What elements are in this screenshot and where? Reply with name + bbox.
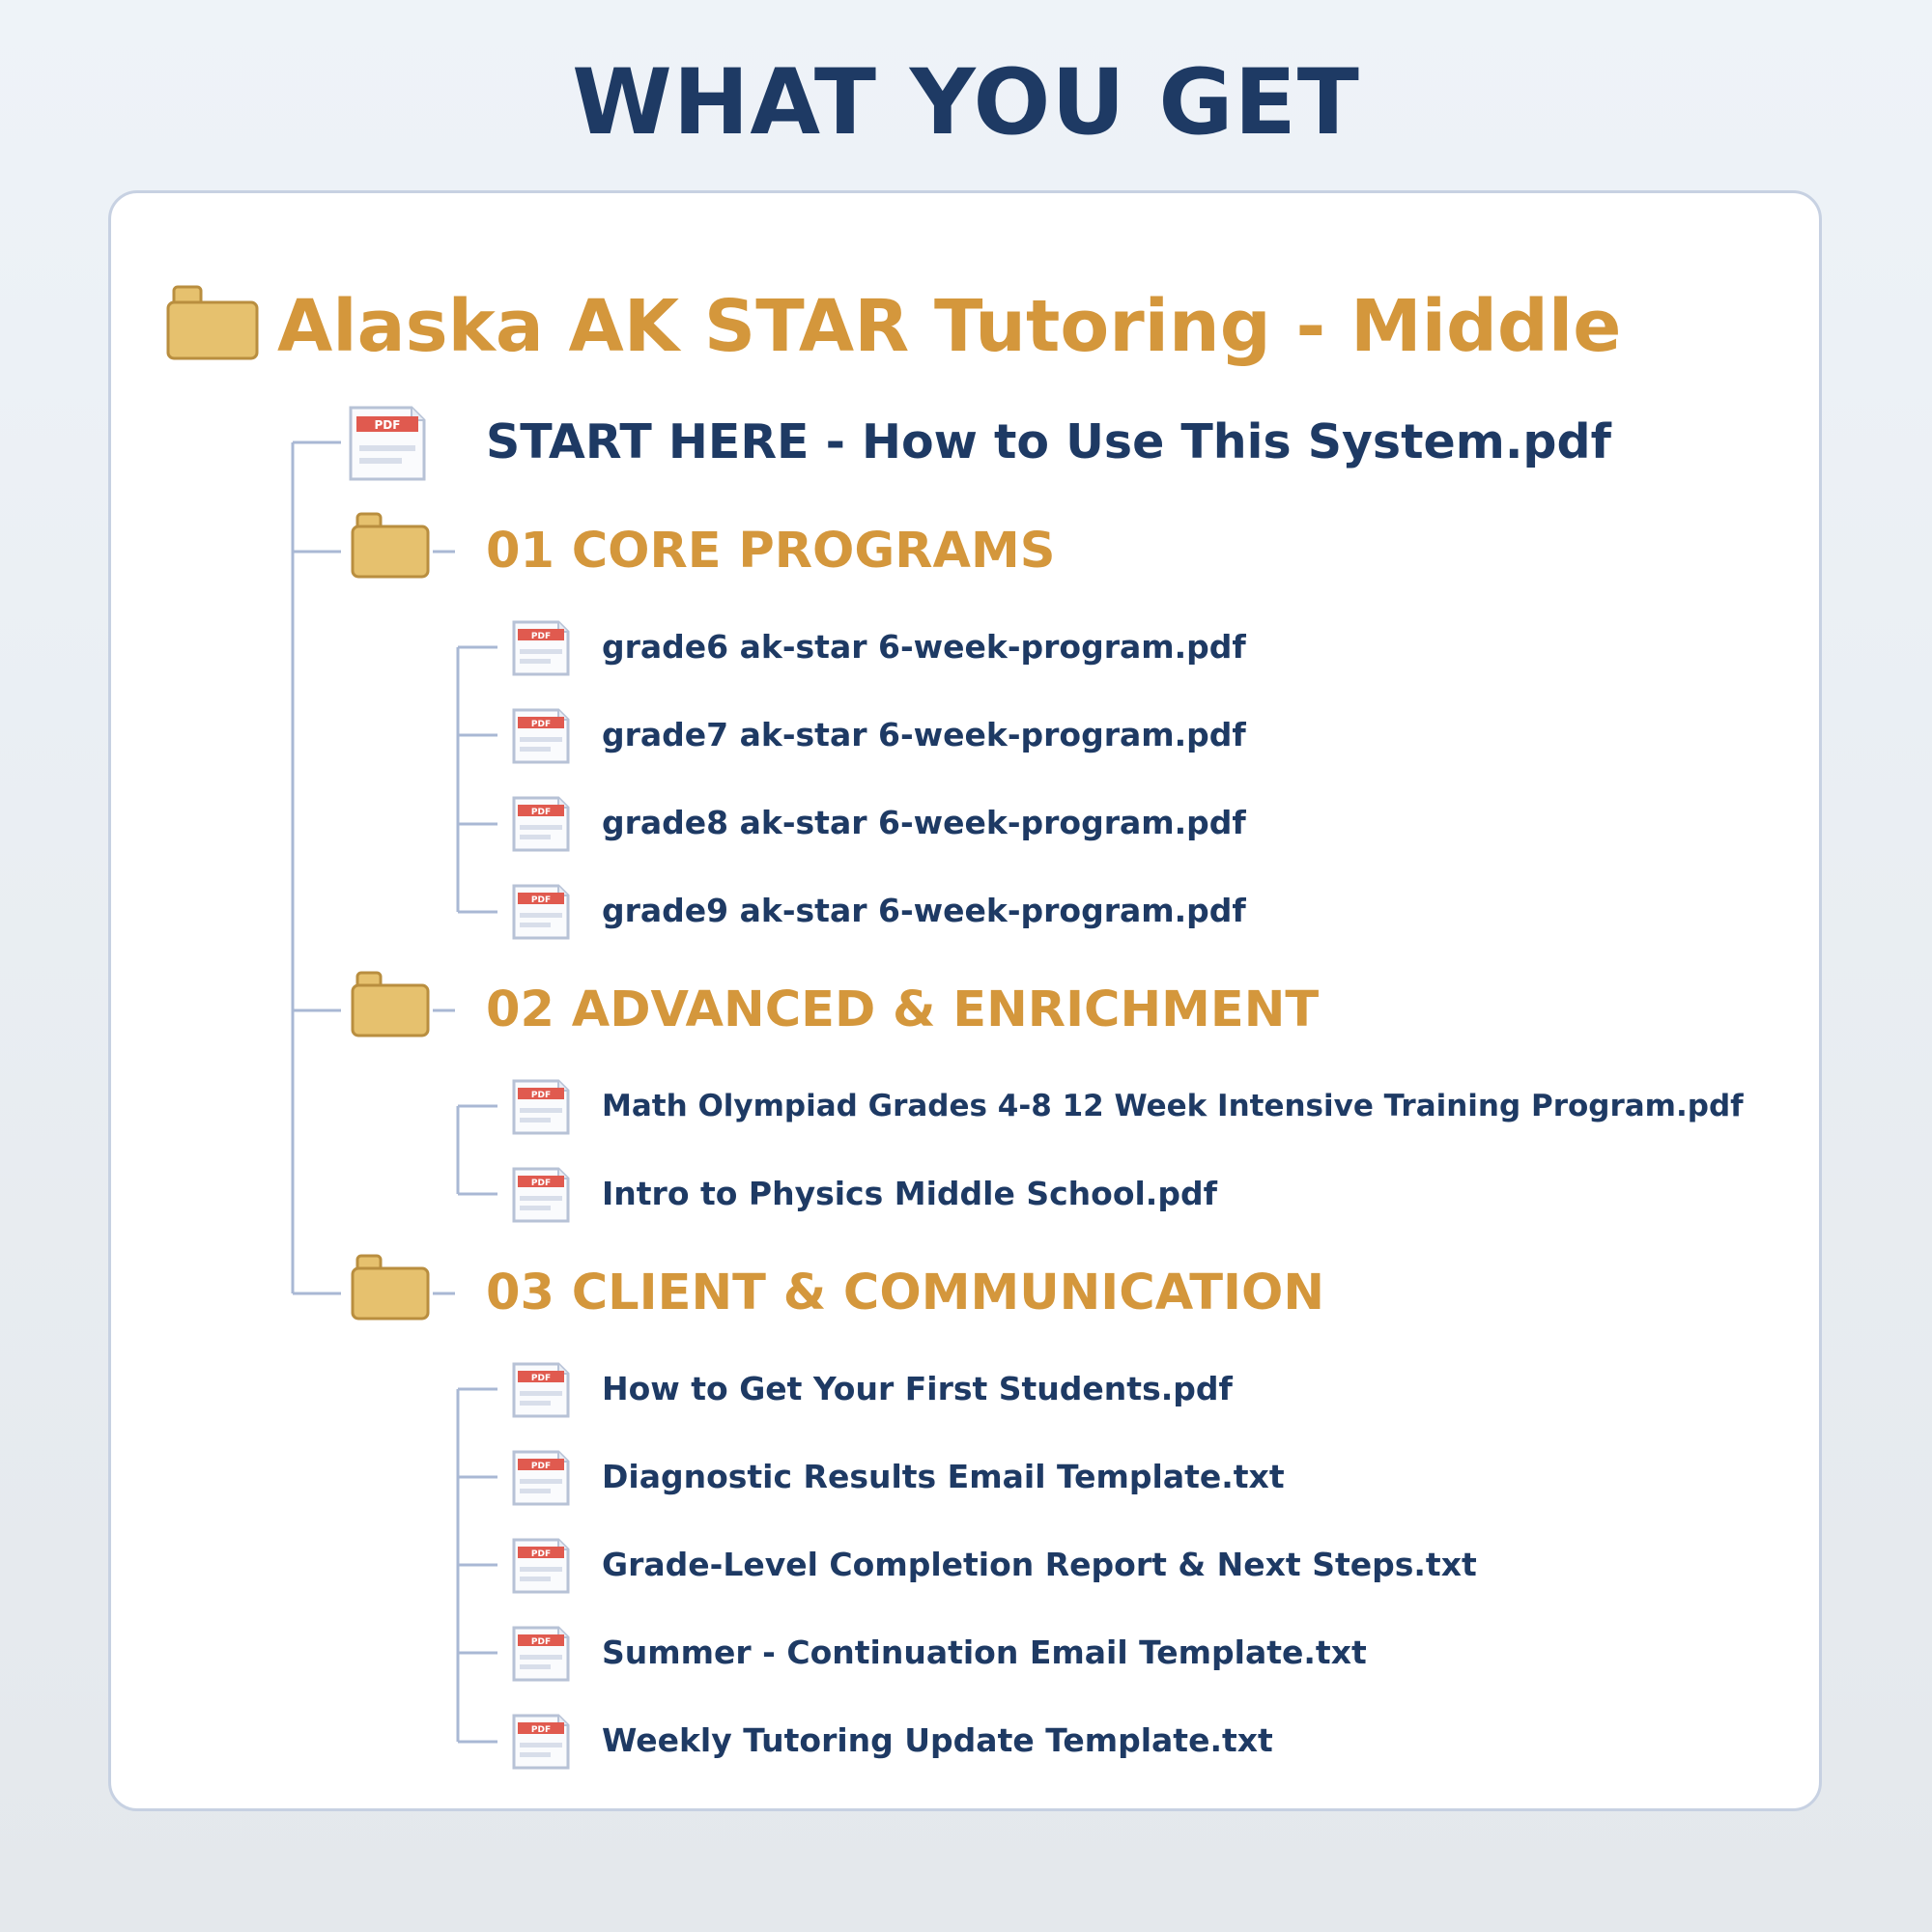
pdf-badge: PDF — [530, 895, 552, 905]
file-label: Weekly Tutoring Update Template.txt — [602, 1721, 1273, 1759]
pdf-file-icon — [511, 1713, 571, 1771]
pdf-badge: PDF — [374, 418, 401, 432]
pdf-file-icon — [511, 1361, 571, 1419]
file-label: grade8 ak-star 6-week-program.pdf — [602, 804, 1246, 841]
folder-icon — [351, 1254, 430, 1321]
page-title: WHAT YOU GET — [572, 50, 1360, 156]
pdf-badge: PDF — [530, 1549, 552, 1559]
pdf-file-icon — [348, 405, 427, 482]
folder-icon — [351, 971, 430, 1038]
pdf-badge: PDF — [530, 1637, 552, 1647]
pdf-file-icon — [511, 1625, 571, 1683]
file-label: grade6 ak-star 6-week-program.pdf — [602, 628, 1246, 666]
folder-label-03: 03 CLIENT & COMMUNICATION — [486, 1264, 1325, 1321]
pdf-file-icon — [511, 795, 571, 853]
folder-icon — [166, 285, 259, 362]
pdf-badge: PDF — [530, 808, 552, 817]
pdf-file-icon — [511, 1537, 571, 1595]
file-label: grade9 ak-star 6-week-program.pdf — [602, 892, 1246, 929]
file-label: Intro to Physics Middle School.pdf — [602, 1175, 1217, 1212]
pdf-badge: PDF — [530, 1091, 552, 1100]
pdf-badge: PDF — [530, 1374, 552, 1383]
file-label: grade7 ak-star 6-week-program.pdf — [602, 716, 1246, 753]
pdf-file-icon — [511, 883, 571, 941]
file-label: Summer - Continuation Email Template.txt — [602, 1634, 1367, 1671]
pdf-badge: PDF — [530, 720, 552, 729]
pdf-file-icon — [511, 1078, 571, 1136]
folder-icon — [351, 512, 430, 580]
pdf-file-icon — [511, 1449, 571, 1507]
pdf-file-icon — [511, 619, 571, 677]
pdf-file-icon — [511, 1166, 571, 1224]
root-folder-label: Alaska AK STAR Tutoring - Middle — [277, 285, 1622, 368]
folder-label-02: 02 ADVANCED & ENRICHMENT — [486, 981, 1320, 1038]
pdf-badge: PDF — [530, 1179, 552, 1188]
file-label: Diagnostic Results Email Template.txt — [602, 1458, 1285, 1495]
file-label: Math Olympiad Grades 4-8 12 Week Intensive Training Program.pdf — [602, 1089, 1744, 1123]
pdf-badge: PDF — [530, 1725, 552, 1735]
pdf-badge: PDF — [530, 1462, 552, 1471]
file-label: How to Get Your First Students.pdf — [602, 1370, 1233, 1407]
pdf-file-icon — [511, 707, 571, 765]
pdf-badge: PDF — [530, 632, 552, 641]
folder-label-01: 01 CORE PROGRAMS — [486, 523, 1056, 580]
start-file-label: START HERE - How to Use This System.pdf — [486, 414, 1611, 469]
file-tree-panel — [108, 190, 1822, 1811]
file-label: Grade-Level Completion Report & Next Steps.txt — [602, 1546, 1477, 1583]
